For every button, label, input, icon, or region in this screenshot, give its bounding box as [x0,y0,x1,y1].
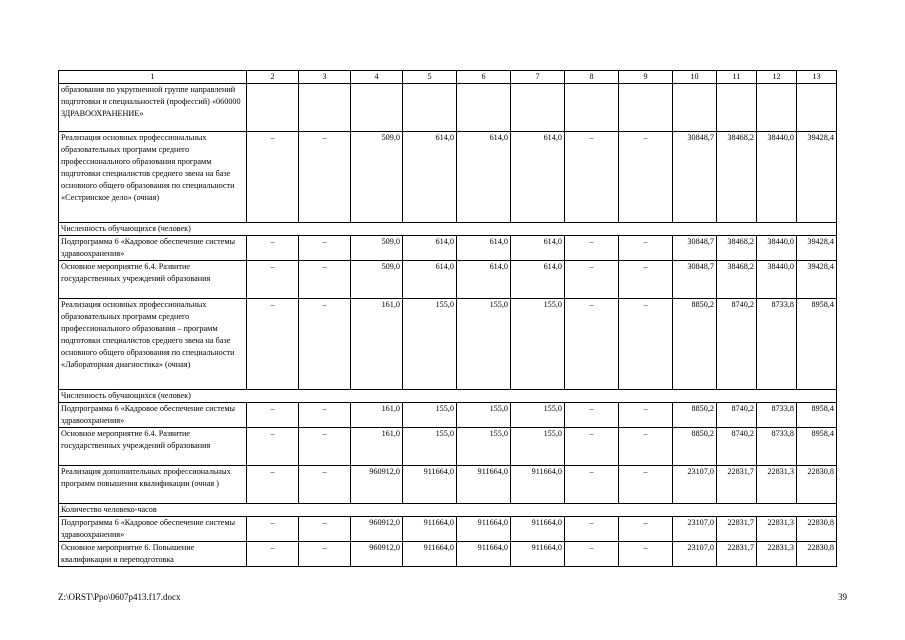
table-cell: 8740,2 [717,428,757,466]
table-cell: 155,0 [511,403,565,428]
table-cell [565,84,619,132]
table-cell: 911664,0 [511,517,565,542]
table-cell: 8958,4 [797,403,837,428]
column-header-11: 11 [717,71,757,84]
table-cell: 960912,0 [351,517,403,542]
table-cell: 22831,3 [757,517,797,542]
table-cell: 161,0 [351,428,403,466]
column-header-12: 12 [757,71,797,84]
table-cell: 161,0 [351,299,403,390]
column-header-9: 9 [619,71,673,84]
table-cell: 911664,0 [511,466,565,504]
table-row [59,299,837,390]
table-cell: – [247,466,299,504]
table-cell: 23107,0 [673,517,717,542]
table-row [59,84,837,132]
section-label: Численность обучающихся (человек) [59,223,837,236]
column-header-8: 8 [565,71,619,84]
table-cell: – [565,261,619,299]
row-label: Реализация основных профессиональных образовательных программ среднего профессионального образования – программ подготовки специалистов среднего звена на базе основного общего образования по специальности «Лабораторная диагностика» (очная) [59,299,247,390]
table-cell: 155,0 [457,403,511,428]
table-cell: 509,0 [351,132,403,223]
table-cell: 960912,0 [351,466,403,504]
table-cell: – [247,428,299,466]
section-row [59,390,837,403]
table-cell: 161,0 [351,403,403,428]
row-label: Реализация дополнительных профессиональных программ повышения квалификации (очная ) [59,466,247,504]
table-cell: 614,0 [511,261,565,299]
table-cell [403,84,457,132]
table-cell: 23107,0 [673,466,717,504]
table-cell: – [299,428,351,466]
table-cell: 39428,4 [797,261,837,299]
table-cell: – [299,261,351,299]
table-cell: 39428,4 [797,236,837,261]
table-cell: – [299,542,351,567]
table-cell: 39428,4 [797,132,837,223]
table-cell [457,84,511,132]
table-row [59,542,837,567]
table-cell [619,84,673,132]
table-body [59,71,837,567]
row-label: Подпрограмма 6 «Кадровое обеспечение системы здравоохранения» [59,236,247,261]
table-cell: 614,0 [511,236,565,261]
section-label: Количество человеко-часов [59,504,837,517]
table-row [59,261,837,299]
table-cell: – [619,428,673,466]
table-cell: 614,0 [511,132,565,223]
table-cell: – [565,236,619,261]
row-label: Основное мероприятие 6.4. Развитие государственных учреждений образования [59,428,247,466]
table-cell: 911664,0 [457,466,511,504]
table-cell: – [619,236,673,261]
budget-table [58,70,837,567]
table-cell: 155,0 [457,428,511,466]
table-cell: – [247,236,299,261]
table-cell: 614,0 [457,236,511,261]
table-cell: – [565,428,619,466]
table-cell: 8733,8 [757,403,797,428]
row-label: образования по укрупненной группе направлений подготовки и специальностей (профессий) «060000 ЗДРАВООХРАНЕНИЕ» [59,84,247,132]
table-cell: 509,0 [351,261,403,299]
table-cell [717,84,757,132]
row-label: Подпрограмма 6 «Кадровое обеспечение системы здравоохранения» [59,517,247,542]
table-cell: 22830,8 [797,517,837,542]
table-cell: – [299,236,351,261]
table-cell: 22831,3 [757,542,797,567]
table-cell [673,84,717,132]
table-cell: – [247,261,299,299]
table-cell: – [247,542,299,567]
column-header-6: 6 [457,71,511,84]
table-cell: 911664,0 [457,517,511,542]
column-header-4: 4 [351,71,403,84]
table-cell: – [299,403,351,428]
table-cell: 30848,7 [673,132,717,223]
column-header-1: 1 [59,71,247,84]
table-cell: 22831,7 [717,542,757,567]
table-cell: 30848,7 [673,236,717,261]
table-row [59,428,837,466]
page-number: 39 [838,592,847,602]
section-row [59,504,837,517]
table-cell: 8733,8 [757,299,797,390]
table-cell: 614,0 [403,261,457,299]
table-cell: 8958,4 [797,428,837,466]
row-label: Реализация основных профессиональных образовательных программ среднего профессионального образования программ подготовки специалистов среднего звена на базе основного общего образования по специальности «Сестринское дело» (очная) [59,132,247,223]
table-cell: 614,0 [457,261,511,299]
document-path: Z:\ORST\Ppo\0607p413.f17.docx [58,592,181,602]
table-cell: 155,0 [403,403,457,428]
table-cell: 155,0 [403,299,457,390]
table-cell: 38440,0 [757,236,797,261]
column-header-2: 2 [247,71,299,84]
table-row [59,236,837,261]
table-row [59,466,837,504]
table-cell: 911664,0 [403,542,457,567]
table-cell [757,84,797,132]
table-cell: 38468,2 [717,236,757,261]
table-cell: 22831,7 [717,466,757,504]
table-cell: 22830,8 [797,466,837,504]
table-cell [247,84,299,132]
table-cell: – [619,132,673,223]
table-cell: 38468,2 [717,132,757,223]
table-cell: 38440,0 [757,132,797,223]
table-cell: 911664,0 [457,542,511,567]
column-header-13: 13 [797,71,837,84]
row-label: Основное мероприятие 6. Повышение квалификации и переподготовка [59,542,247,567]
table-cell: – [247,403,299,428]
table-cell: 155,0 [457,299,511,390]
table-cell: – [247,132,299,223]
table-cell: – [565,517,619,542]
table-cell: 911664,0 [403,466,457,504]
table-cell: 23107,0 [673,542,717,567]
table-cell: 22831,3 [757,466,797,504]
table-cell: – [299,466,351,504]
table-cell: – [299,132,351,223]
table-cell: – [619,299,673,390]
table-cell: 22831,7 [717,517,757,542]
table-cell [299,84,351,132]
table-cell: 8850,2 [673,299,717,390]
table-cell: – [619,261,673,299]
table-cell: 8850,2 [673,403,717,428]
table-cell: 22830,8 [797,542,837,567]
table-cell: 614,0 [403,132,457,223]
table-cell [511,84,565,132]
table-cell: 155,0 [403,428,457,466]
table-cell: – [619,403,673,428]
table-cell: 614,0 [403,236,457,261]
table-cell: – [565,132,619,223]
table-cell: 8958,4 [797,299,837,390]
table-cell: 8740,2 [717,403,757,428]
section-label: Численность обучающихся (человек) [59,390,837,403]
column-header-3: 3 [299,71,351,84]
table-cell: 960912,0 [351,542,403,567]
table-cell: – [619,466,673,504]
table-cell [351,84,403,132]
table-cell: 8740,2 [717,299,757,390]
column-header-5: 5 [403,71,457,84]
row-label: Основное мероприятие 6.4. Развитие государственных учреждений образования [59,261,247,299]
section-row [59,223,837,236]
column-number-row [59,71,837,84]
table-row [59,132,837,223]
table-cell: – [619,517,673,542]
table-cell: – [299,517,351,542]
table-cell: – [565,466,619,504]
table-cell: – [619,542,673,567]
table-cell: 614,0 [457,132,511,223]
table-cell: 911664,0 [511,542,565,567]
table-cell: 38440,0 [757,261,797,299]
table-row [59,517,837,542]
table-cell: 911664,0 [403,517,457,542]
column-header-10: 10 [673,71,717,84]
table-cell: 155,0 [511,299,565,390]
table-cell: – [247,517,299,542]
table-cell: – [565,299,619,390]
table-cell: 30848,7 [673,261,717,299]
column-header-7: 7 [511,71,565,84]
table-cell: – [565,403,619,428]
table-cell: – [299,299,351,390]
table-row [59,403,837,428]
table-cell: 509,0 [351,236,403,261]
table-cell: – [565,542,619,567]
table-cell: 155,0 [511,428,565,466]
table-cell: 38468,2 [717,261,757,299]
table-cell: 8733,8 [757,428,797,466]
row-label: Подпрограмма 6 «Кадровое обеспечение системы здравоохранения» [59,403,247,428]
table-cell: 8850,2 [673,428,717,466]
table-cell [797,84,837,132]
table-cell: – [247,299,299,390]
